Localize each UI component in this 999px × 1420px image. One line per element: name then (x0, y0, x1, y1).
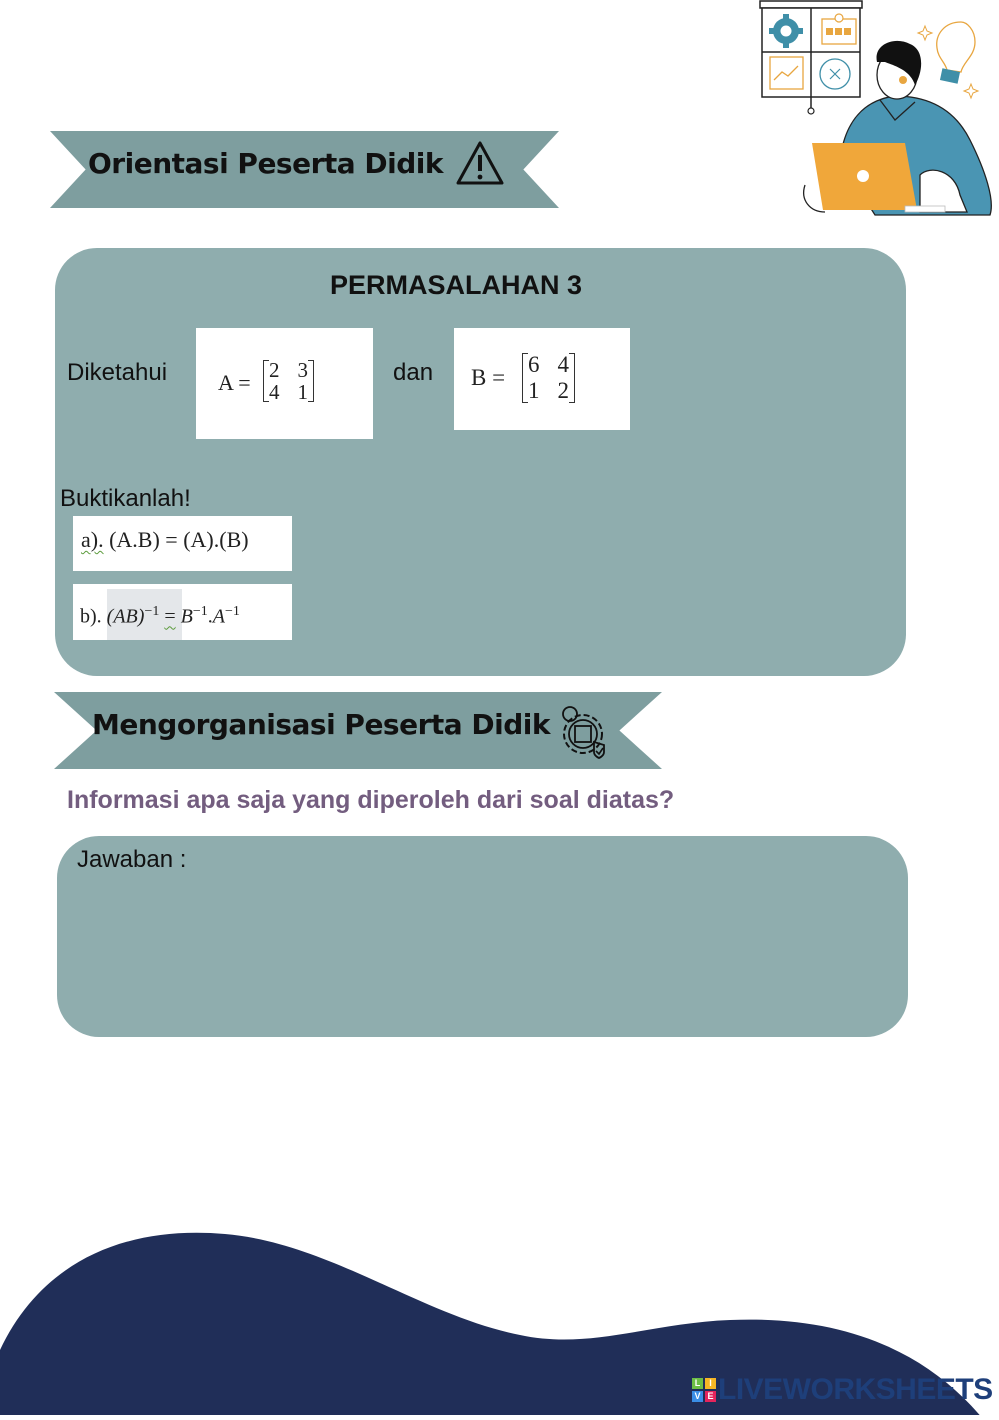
illustration-person-laptop (755, 0, 999, 222)
matrix-a: 2 3 4 1 (263, 359, 314, 403)
item-b-rhs-a: A (212, 605, 225, 628)
item-b-box: b). $(AB)^{-1} = B^{-1}.A^{-1}$ (73, 584, 292, 640)
matrix-a-box (196, 328, 373, 439)
item-b-prefix: b). (80, 605, 102, 628)
matrix-a-name: A = (218, 370, 251, 395)
matrix-b-name: B = (471, 365, 506, 390)
section-title-mengorganisasi: Mengorganisasi Peserta Didik (92, 708, 551, 741)
liveworksheets-brand-text[interactable]: LIVEWORKSHEETS (718, 1373, 993, 1406)
prove-label: Buktikanlah! (60, 485, 191, 512)
answer-label: Jawaban : (77, 846, 187, 873)
matrix-b: 6 4 1 2 (522, 352, 575, 404)
problem-heading: PERMASALAHAN 3 (329, 270, 583, 300)
section-title-orientasi: Orientasi Peserta Didik (88, 147, 444, 180)
warning-triangle-icon (455, 140, 505, 186)
gear-lightbulb-shield-icon (558, 704, 608, 760)
and-label: dan (393, 359, 434, 386)
item-a-prefix: a). (81, 527, 104, 552)
item-a-box (73, 516, 292, 571)
liveworksheets-logo[interactable]: L I V E (692, 1378, 716, 1402)
item-b-equals: = (164, 605, 176, 628)
item-a-formula: (A.B) = (A).(B) (109, 527, 249, 552)
item-b-lhs: (AB) (106, 605, 145, 628)
known-label: Diketahui (67, 359, 168, 386)
item-b-rhs-b: B (180, 605, 193, 628)
matrix-b-box (454, 328, 630, 430)
question-text: Informasi apa saja yang diperoleh dari soal diatas? (67, 786, 675, 814)
